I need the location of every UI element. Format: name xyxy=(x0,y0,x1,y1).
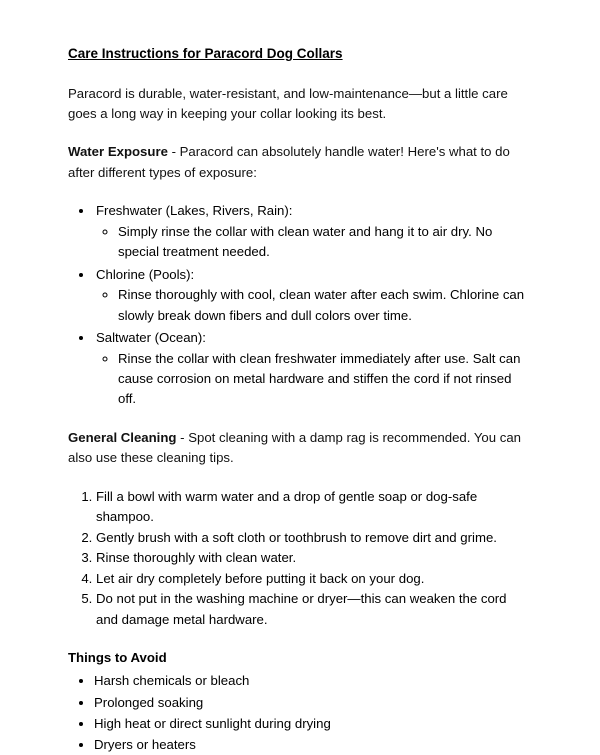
general-cleaning-lead: General Cleaning xyxy=(68,429,177,445)
sub-list-item: ◦ Rinse the collar with clean freshwater immediately after use. Salt can cause corrosion on metal hardware and stiffen the cord if not rinsed off. xyxy=(118,349,532,410)
intro-paragraph: Paracord is durable, water-resistant, and low-maintenance—but a little care goes a long way in keeping your collar looking its best. xyxy=(68,85,508,122)
water-exposure-list xyxy=(68,201,532,410)
list-item-label: Saltwater (Ocean): xyxy=(96,330,206,346)
things-to-avoid-heading: Things to Avoid xyxy=(68,649,167,665)
list-item: • Prolonged soaking xyxy=(94,692,532,713)
list-item: 1. Fill a bowl with warm water and a drop of gentle soap or dog-safe shampoo. xyxy=(96,487,532,528)
list-item xyxy=(94,265,532,326)
page-title: Care Instructions for Paracord Dog Collars xyxy=(68,46,343,61)
sub-list-item: ◦ Rinse thoroughly with cool, clean water after each swim. Chlorine can slowly break down fibers and dull colors over time. xyxy=(118,285,532,326)
sub-list xyxy=(96,285,532,326)
list-item xyxy=(94,328,532,410)
list-item: 4. Let air dry completely before putting it back on your dog. xyxy=(96,569,532,589)
general-cleaning-body: - Spot cleaning with a damp rag is recommended. You can also use these cleaning tips. xyxy=(68,429,522,466)
list-item-label: Freshwater (Lakes, Rivers, Rain): xyxy=(96,203,293,219)
list-item: 3. Rinse thoroughly with clean water. xyxy=(96,548,532,568)
list-item: • Harsh chemicals or bleach xyxy=(94,670,532,691)
list-item: 5. Do not put in the washing machine or dryer—this can weaken the cord and damage metal hardware. xyxy=(96,589,532,630)
general-cleaning-steps xyxy=(68,487,532,630)
sub-list xyxy=(96,349,532,410)
general-cleaning-paragraph xyxy=(68,428,532,469)
water-exposure-paragraph xyxy=(68,142,532,183)
things-to-avoid-list xyxy=(68,670,532,755)
list-item xyxy=(94,201,532,262)
list-item: • High heat or direct sunlight during drying xyxy=(94,713,532,734)
list-item-label: Chlorine (Pools): xyxy=(96,266,195,282)
list-item: • Dryers or heaters xyxy=(94,734,532,755)
water-exposure-body: - Paracord can absolutely handle water! Here's what to do after different types of exposure: xyxy=(68,144,510,180)
sub-list-item: ◦ Simply rinse the collar with clean water and hang it to air dry. No special treatment needed. xyxy=(118,222,532,263)
list-item: 2. Gently brush with a soft cloth or toothbrush to remove dirt and grime. xyxy=(96,528,532,548)
water-exposure-lead: Water Exposure xyxy=(68,144,168,160)
sub-list xyxy=(96,222,532,263)
